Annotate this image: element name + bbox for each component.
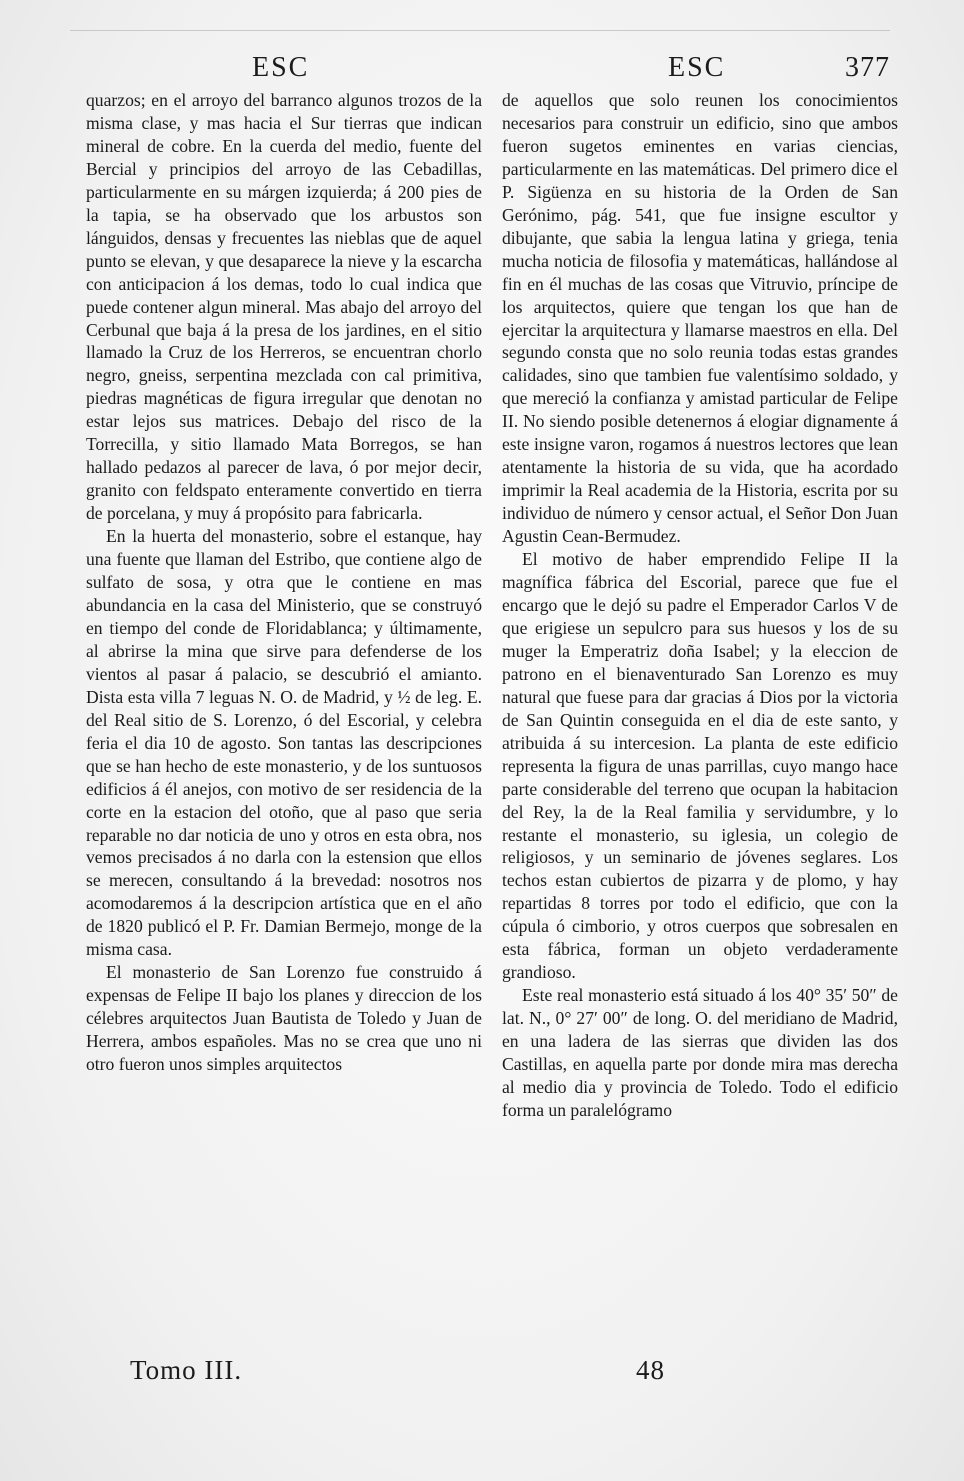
top-rule <box>70 30 890 31</box>
left-paragraph-3: El monasterio de San Lorenzo fue construido á expensas de Felipe II bajo los planes y direccion de los célebres arquitectos Juan Bautista de Toledo y Juan de Herrera, ambos españoles. Mas no se crea que uno ni otro fueron unos simples arquitectos <box>86 962 482 1075</box>
volume-label: Tomo III. <box>130 1355 243 1385</box>
right-paragraph-1: de aquellos que solo reunen los conocimientos necesarios para construir un edificio, sino que ambos fueron sugetos eminentes en varias ciencias, particularmente en las matemáticas. Del primero dice el P. Sigüenza en su historia de la Orden de San Gerónimo, pág. 541, que fue insigne escultor y dibujante, que sabia la lengua latina y griega, tenia mucha noticia de filosofia y matemáticas, hallándose al fin en él muchas de las cosas que Vitruvio, príncipe de los arquitectos, quiere que tengan los que han de ejercitar la arquitectura y llamarse maestros en ella. Del segundo consta que no solo reunia todas estas grandes calidades, sino que tambien fue valentísimo soldado, y que mereció la confianza y amistad particular de Felipe II. No siendo posible detenernos á elogiar dignamente á este insigne varon, rogamos á nuestros lectores que lean atentamente la historia de su vida, que ha acordado imprimir la Real academia de la Historia, escrita por su individuo de número y censor actual, el Señor Don Juan Agustin Cean-Bermudez. <box>502 90 898 547</box>
left-paragraph-1: quarzos; en el arroyo del barranco algunos trozos de la misma clase, y mas hacia el Sur tierras que indican mineral de cobre. En la cuerda del medio, fuente del Bercial y principios del arroyo de las Cebadillas, particularmente en su márgen izquierda; á 200 pies de la tapia, se ha observado que los arbustos son lánguidos, densas y frecuentes las nieblas que de aquel punto se elevan, y que desaparece la nieve y la escarcha con anticipacion á los demas, todo lo cual indica que puede contener algun mineral. Mas abajo del arroyo del Cerbunal que baja á la presa de los jardines, en el sitio llamado la Cruz de los Herreros, se encuentran chorlo negro, gneiss, serpentina mezclada con cal primitiva, piedras magnéticas de figura irregular que denotan no estar lejos sus matrices. Debajo del risco de la Torrecilla, y sitio llamado Mata Borregos, se han hallado pedazos al parecer de lava, ó por mejor decir, granito con feldspato enteramente convertido en tierra de porcelana, y muy á propósito para fabricarla. <box>86 90 482 524</box>
right-paragraph-2: El motivo de haber emprendido Felipe II la magnífica fábrica del Escorial, parece que fue el encargo que le dejó su padre el Emperador Carlos V de que erigiese un sepulcro para sus huesos y los de su muger la Emperatriz doña Isabel; y la eleccion de patrono en el bienaventurado San Lorenzo es muy natural que fuese para dar gracias á Dios por la victoria de San Quintin conseguida en el dia de este santo, y atribuida á su intercesion. La planta de este edificio representa la figura de unas parrillas, cuyo mango hace parte considerable del terreno que ocupan la habitacion del Rey, la de la Real familia y servidumbre, y lo restante el monasterio, su iglesia, un colegio de religiosos, y un seminario de jóvenes seglares. Los techos estan cubiertos de pizarra y de plomo, y hay repartidas 8 torres por todo el edificio, que con la cúpula ó cimborio, y otros cuerpos que sobresalen en esta fábrica, forman un objeto verdaderamente grandioso. <box>502 549 898 983</box>
running-head-right: ESC <box>668 52 726 83</box>
right-column <box>502 89 898 1122</box>
left-paragraph-2: En la huerta del monasterio, sobre el estanque, hay una fuente que llaman del Estribo, que contiene algo de sulfato de sosa, y otra que le contiene en mas abundancia en la casa del Ministerio, que se construyó en tiempo del conde de Floridablanca; y últimamente, al abrirse la mina que sirve para defenderse de los vientos al pasar á palacio, se descubrió el amianto. Dista esta villa 7 leguas N. O. de Madrid, y ½ de leg. E. del Real sitio de S. Lorenzo, ó del Escorial, y celebra feria el dia 10 de agosto. Son tantas las descripciones que se han hecho de este monasterio, y de los suntuosos edificios á él anejos, con motivo de ser residencia de la corte en la estacion del otoño, que al paso que seria reparable no dar noticia de uno y otros en esta obra, nos vemos precisados á no darla con la estension que ellos se merecen, consultando á la brevedad: nosotros nos acomodaremos á la descripcion artística que en el año de 1820 publicó el P. Fr. Damian Bermejo, monge de la misma casa. <box>86 526 482 960</box>
signature-mark: 48 <box>636 1355 665 1385</box>
right-paragraph-3: Este real monasterio está situado á los 40° 35′ 50″ de lat. N., 0° 27′ 00″ de long. O. del meridiano de Madrid, en una ladera de las sierras que dividen las dos Castillas, en aquella parte por donde mira mas derecha al medio dia y provincia de Toledo. Todo el edificio forma un paralelógramo <box>502 985 898 1120</box>
left-column <box>86 89 482 1076</box>
running-head-left: ESC <box>252 52 310 83</box>
page-number: 377 <box>845 52 890 83</box>
